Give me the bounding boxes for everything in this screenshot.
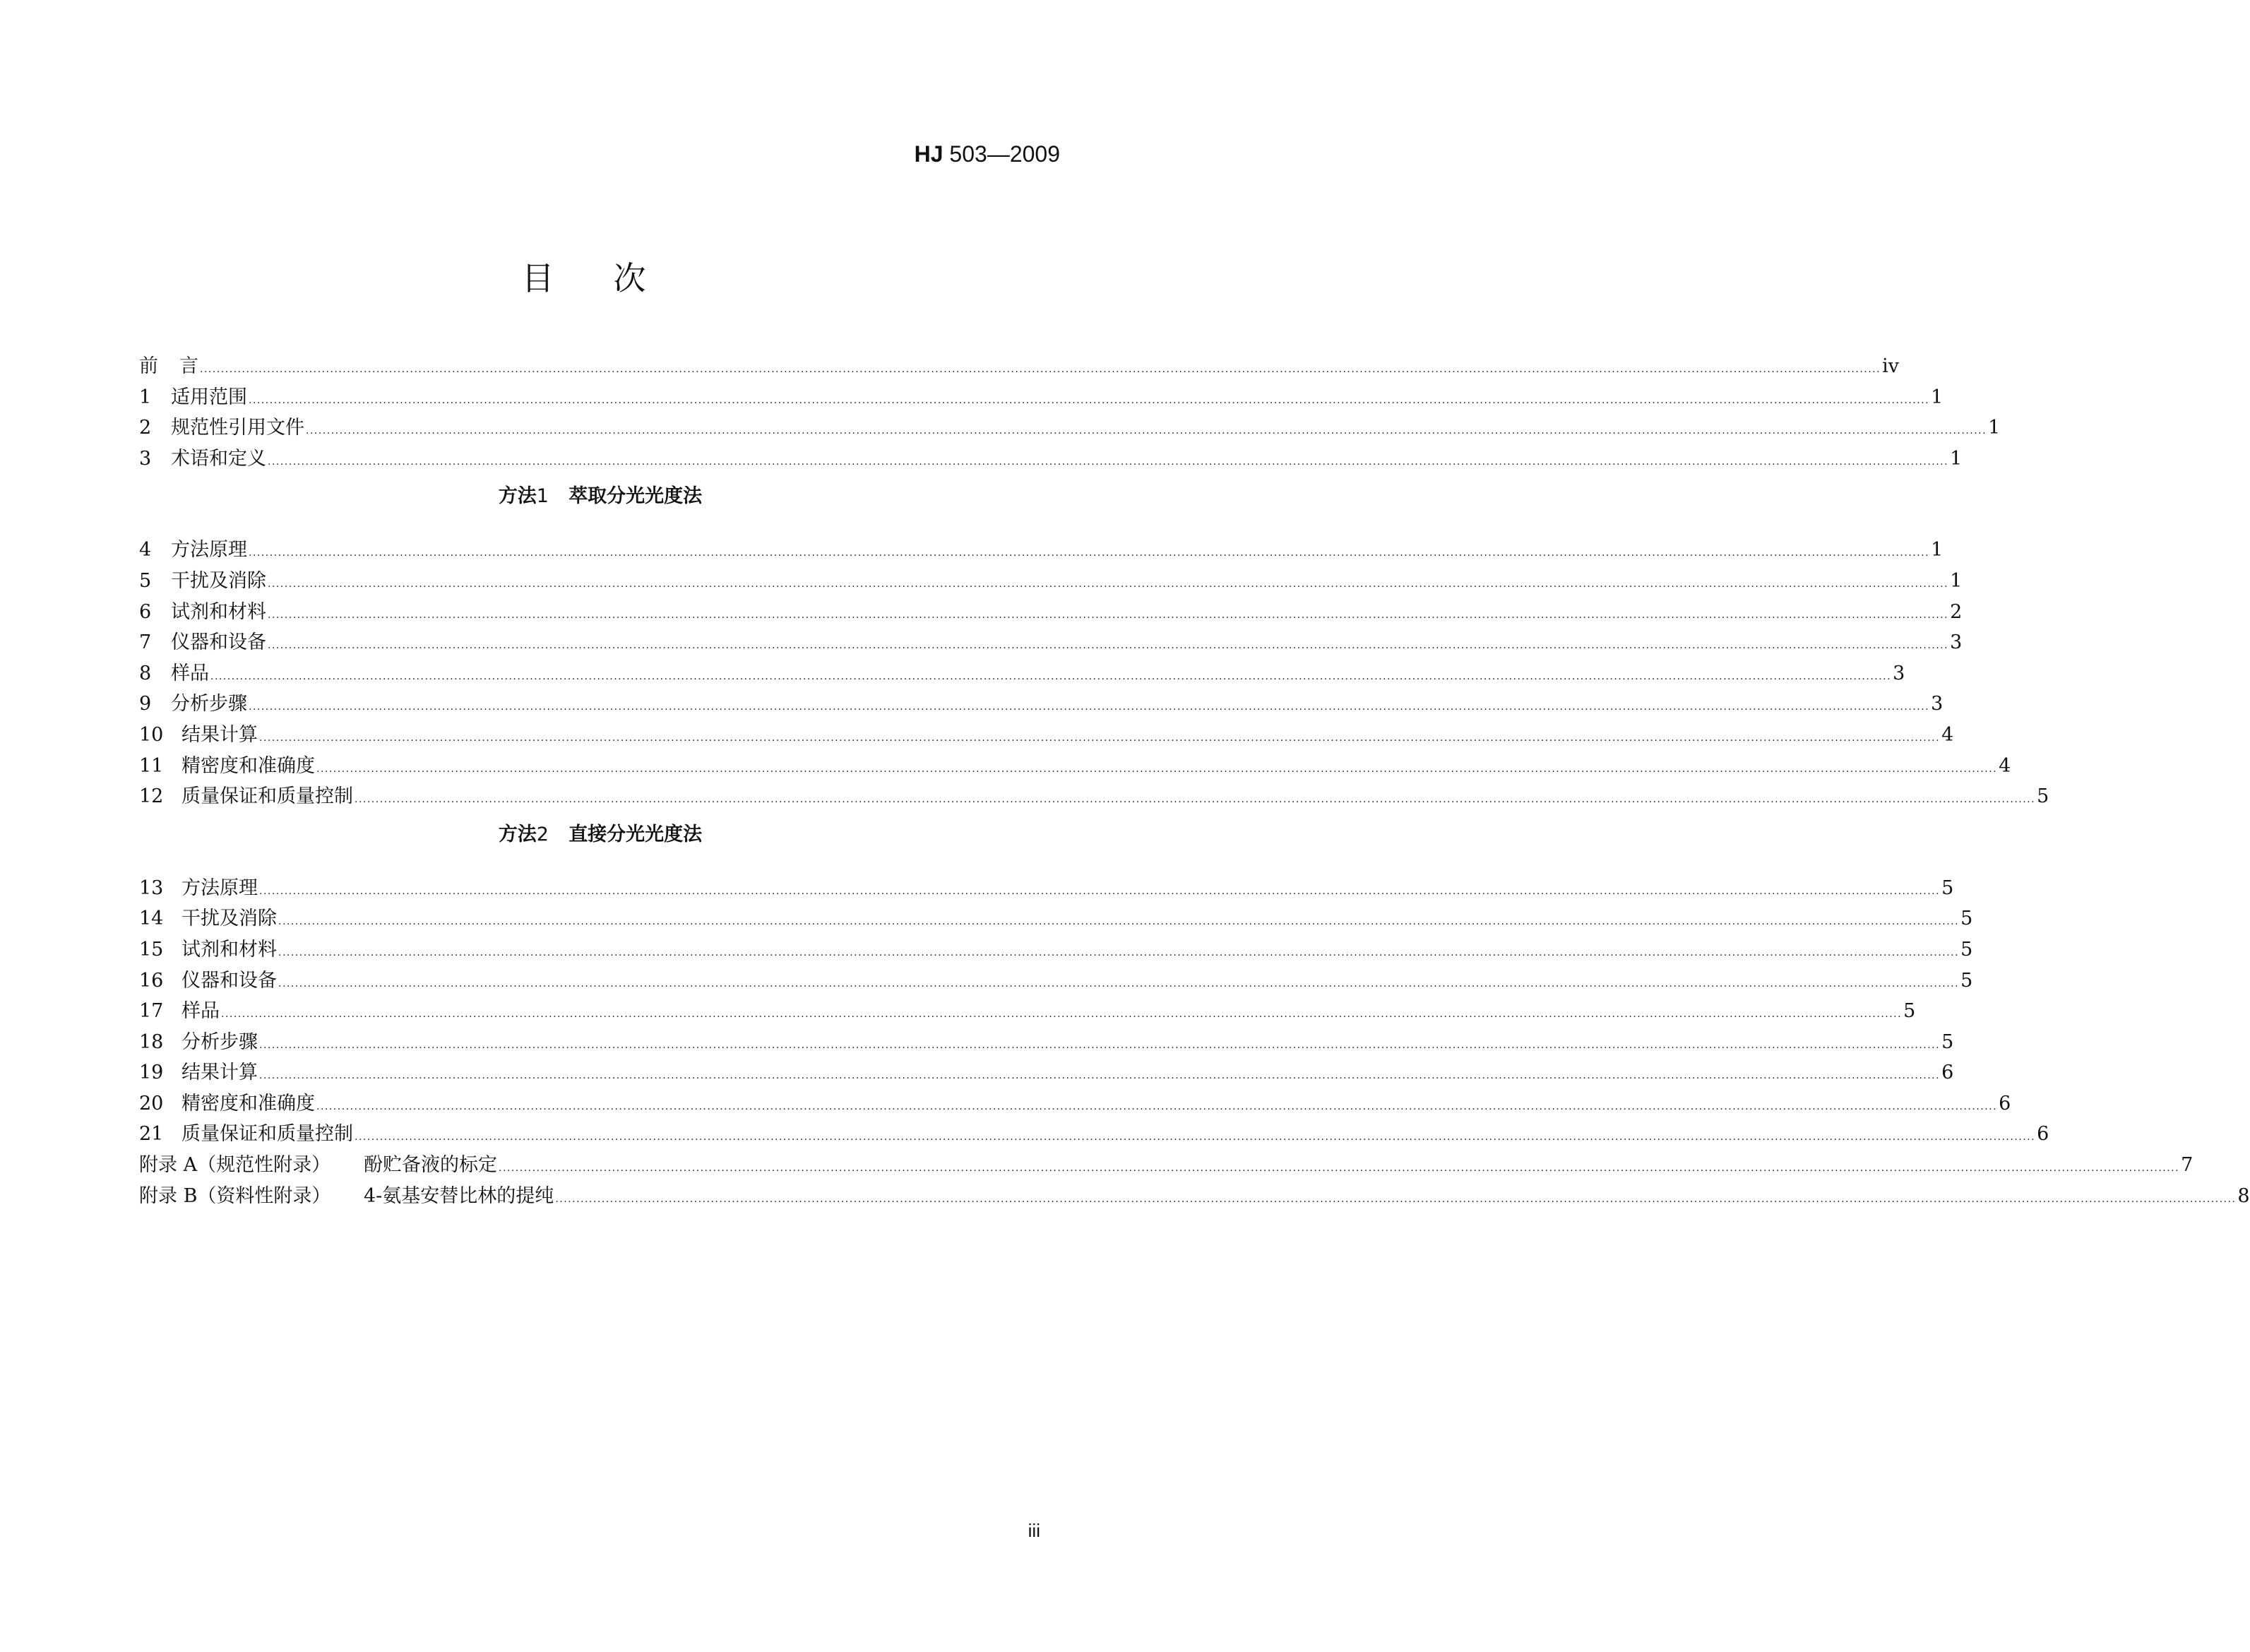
toc-entry-label: 样品 — [171, 662, 209, 684]
toc-label-char: 言 — [179, 355, 198, 377]
toc-leader-dots: ................................................................................................................................................................................................................................................................................................................................................................................................................ — [355, 794, 2036, 806]
standard-code — [915, 141, 1060, 167]
toc-leader-dots: ................................................................................................................................................................................................................................................................................................................................................................................................................ — [555, 1193, 2237, 1205]
toc-entry[interactable] — [139, 934, 1973, 965]
toc-entry-page: 2 — [1950, 600, 1963, 623]
standard-code-prefix: HJ — [914, 141, 944, 167]
toc-entry-label: 仪器和设备 — [181, 969, 277, 992]
toc-entry-number: 10 — [139, 723, 164, 746]
toc-entry-number: 4 — [139, 539, 152, 561]
toc-appendix-tag: 附录 A（规范性附录） — [139, 1154, 331, 1177]
toc-entry-label: 结果计算 — [181, 723, 258, 746]
toc-entry-label: 干扰及消除 — [171, 569, 266, 592]
toc-leader-dots: ................................................................................................................................................................................................................................................................................................................................................................................................................ — [268, 609, 1949, 621]
toc-leader-dots: ................................................................................................................................................................................................................................................................................................................................................................................................................ — [268, 640, 1949, 652]
toc-entry-number: 21 — [139, 1123, 164, 1146]
toc-entry-label: 样品 — [181, 1000, 220, 1023]
toc-entry-page: 3 — [1931, 693, 1944, 715]
toc-entry-page: 5 — [2037, 785, 2049, 808]
toc-leader-dots: ................................................................................................................................................................................................................................................................................................................................................................................................................ — [499, 1163, 2180, 1175]
toc-entry-number: 13 — [139, 876, 164, 899]
method-2-heading — [141, 812, 1060, 873]
page-title — [0, 253, 1167, 299]
toc-entry[interactable] — [139, 566, 1963, 597]
toc-entry-label: 精密度和准确度 — [181, 1092, 315, 1115]
toc-label-char: 前 — [139, 355, 179, 377]
method-heading-title: 直接分光光度法 — [569, 823, 703, 845]
toc-entry-number: 12 — [139, 785, 164, 808]
toc-leader-dots: ................................................................................................................................................................................................................................................................................................................................................................................................................ — [278, 946, 1960, 958]
toc-leader-dots: ................................................................................................................................................................................................................................................................................................................................................................................................................ — [268, 578, 1949, 590]
toc-leader-dots: ................................................................................................................................................................................................................................................................................................................................................................................................................ — [200, 364, 1881, 375]
toc-entry[interactable] — [139, 1027, 1954, 1058]
toc-entry-number: 16 — [139, 969, 164, 992]
toc-entry[interactable] — [139, 1057, 1954, 1088]
method-1-heading — [141, 474, 1060, 535]
toc-entry[interactable] — [139, 965, 1973, 997]
toc-entry-label: 结果计算 — [181, 1062, 258, 1084]
toc-entry[interactable] — [139, 873, 1954, 904]
toc-entry-page: 4 — [1999, 754, 2011, 777]
toc-entry[interactable] — [139, 903, 1973, 934]
toc-entry-page: 5 — [1941, 1030, 1954, 1053]
toc-entry-page: 3 — [1893, 662, 1905, 684]
toc-entry-number: 8 — [139, 662, 152, 684]
method-heading-number: 1 — [536, 485, 549, 508]
toc-leader-dots: ................................................................................................................................................................................................................................................................................................................................................................................................................ — [259, 1070, 1941, 1082]
toc-entry-page: iv — [1882, 355, 1899, 377]
toc-leader-dots: ................................................................................................................................................................................................................................................................................................................................................................................................................ — [249, 701, 1930, 713]
toc-leader-dots: ................................................................................................................................................................................................................................................................................................................................................................................................................ — [278, 916, 1960, 928]
toc-entry[interactable] — [139, 658, 1905, 689]
page-number: iii — [1028, 1520, 1040, 1541]
toc-leader-dots: ................................................................................................................................................................................................................................................................................................................................................................................................................ — [249, 394, 1930, 406]
toc-entry-page: 6 — [1941, 1062, 1954, 1084]
method-heading-prefix: 方法 — [498, 485, 537, 508]
toc-entry-number: 5 — [139, 569, 152, 592]
table-of-contents — [139, 351, 2250, 1211]
toc-leader-dots: ................................................................................................................................................................................................................................................................................................................................................................................................................ — [221, 1009, 1903, 1021]
toc-entry-number: 20 — [139, 1092, 164, 1115]
method-heading-number: 2 — [536, 823, 549, 845]
toc-entry-page: 7 — [2181, 1154, 2194, 1177]
toc-entry-label: 方法原理 — [171, 539, 247, 561]
toc-entry-number: 1 — [139, 386, 152, 408]
toc-entry-page: 8 — [2237, 1184, 2250, 1207]
toc-entry-label: 精密度和准确度 — [181, 754, 315, 777]
toc-entry-page: 5 — [1903, 1000, 1916, 1023]
toc-entry-page: 4 — [1941, 723, 1954, 746]
toc-entry-page: 3 — [1950, 631, 1963, 654]
toc-leader-dots: ................................................................................................................................................................................................................................................................................................................................................................................................................ — [268, 456, 1949, 468]
toc-leader-dots: ................................................................................................................................................................................................................................................................................................................................................................................................................ — [259, 885, 1941, 897]
toc-entry-number: 15 — [139, 938, 164, 961]
toc-entry-label: 术语和定义 — [171, 447, 266, 470]
toc-entry-page: 5 — [1960, 908, 1973, 930]
toc-entry-page: 1 — [1931, 386, 1944, 408]
toc-entry[interactable] — [139, 781, 2049, 812]
toc-entry-label: 酚贮备液的标定 — [364, 1154, 497, 1177]
toc-entry[interactable] — [139, 597, 1963, 628]
toc-leader-dots: ................................................................................................................................................................................................................................................................................................................................................................................................................ — [316, 763, 1998, 775]
toc-entry-label: 4-氨基安替比林的提纯 — [364, 1184, 554, 1207]
toc-entry-label: 分析步骤 — [171, 693, 247, 715]
toc-entry-label: 质量保证和质量控制 — [181, 1123, 353, 1146]
toc-entry[interactable] — [139, 689, 1944, 720]
toc-entry-label: 方法原理 — [181, 876, 258, 899]
toc-leader-dots: ................................................................................................................................................................................................................................................................................................................................................................................................................ — [249, 547, 1930, 559]
toc-leader-dots: ................................................................................................................................................................................................................................................................................................................................................................................................................ — [306, 425, 1987, 437]
toc-leader-dots: ................................................................................................................................................................................................................................................................................................................................................................................................................ — [355, 1131, 2036, 1143]
toc-appendix-tag: 附录 B（资料性附录） — [139, 1184, 331, 1207]
toc-entry-number: 2 — [139, 417, 152, 439]
toc-entry-appendix-b[interactable] — [139, 1181, 2250, 1212]
toc-entry-page: 1 — [1931, 539, 1944, 561]
toc-entry[interactable] — [139, 627, 1963, 658]
toc-entry[interactable] — [139, 412, 2001, 444]
toc-entry-number: 17 — [139, 1000, 164, 1023]
toc-entry-number: 19 — [139, 1062, 164, 1084]
toc-entry-number: 9 — [139, 693, 152, 715]
toc-entry-number: 6 — [139, 600, 152, 623]
page-title-char: 目 — [521, 259, 614, 297]
toc-entry-label: 仪器和设备 — [171, 631, 266, 654]
toc-entry-label: 适用范围 — [171, 386, 247, 408]
toc-entry-page: 5 — [1960, 969, 1973, 992]
toc-leader-dots: ................................................................................................................................................................................................................................................................................................................................................................................................................ — [259, 732, 1941, 744]
toc-leader-dots: ................................................................................................................................................................................................................................................................................................................................................................................................................ — [210, 670, 1892, 682]
toc-entry[interactable] — [139, 382, 1944, 413]
toc-entry[interactable] — [139, 1119, 2049, 1150]
toc-entry-foreword[interactable] — [139, 351, 1899, 382]
toc-entry-label: 试剂和材料 — [171, 600, 266, 623]
toc-entry[interactable] — [139, 996, 1916, 1027]
toc-entry-label: 干扰及消除 — [181, 908, 277, 930]
toc-entry-page: 1 — [1950, 447, 1963, 470]
toc-entry-label: 分析步骤 — [181, 1030, 258, 1053]
toc-entry-label: 规范性引用文件 — [171, 417, 304, 439]
method-heading-title: 萃取分光光度法 — [569, 485, 703, 508]
toc-entry-page: 1 — [1988, 417, 2001, 439]
toc-entry[interactable] — [139, 751, 2011, 782]
method-heading-prefix: 方法 — [498, 823, 537, 845]
toc-leader-dots: ................................................................................................................................................................................................................................................................................................................................................................................................................ — [278, 977, 1960, 990]
toc-entry-label — [139, 351, 198, 382]
toc-entry-number: 3 — [139, 447, 152, 470]
toc-entry[interactable] — [139, 535, 1944, 566]
toc-entry-number: 14 — [139, 908, 164, 930]
toc-entry-page: 5 — [1941, 876, 1954, 899]
page-title-char: 次 — [613, 259, 706, 297]
toc-entry-number: 18 — [139, 1030, 164, 1053]
toc-entry-label: 试剂和材料 — [181, 938, 277, 961]
toc-leader-dots: ................................................................................................................................................................................................................................................................................................................................................................................................................ — [259, 1039, 1941, 1051]
toc-entry-appendix-a[interactable] — [139, 1150, 2194, 1181]
toc-entry[interactable] — [139, 444, 1963, 475]
toc-entry-number: 11 — [139, 754, 164, 777]
toc-entry-page: 5 — [1960, 938, 1973, 961]
toc-leader-dots: ................................................................................................................................................................................................................................................................................................................................................................................................................ — [316, 1100, 1998, 1112]
toc-entry-number: 7 — [139, 631, 152, 654]
toc-entry-page: 6 — [1999, 1092, 2011, 1115]
toc-entry[interactable] — [139, 1088, 2011, 1119]
toc-entry[interactable] — [139, 720, 1954, 751]
standard-code-number: 503—2009 — [949, 141, 1060, 167]
toc-entry-page: 1 — [1950, 569, 1963, 592]
toc-entry-label: 质量保证和质量控制 — [181, 785, 353, 808]
toc-entry-page: 6 — [2037, 1123, 2049, 1146]
